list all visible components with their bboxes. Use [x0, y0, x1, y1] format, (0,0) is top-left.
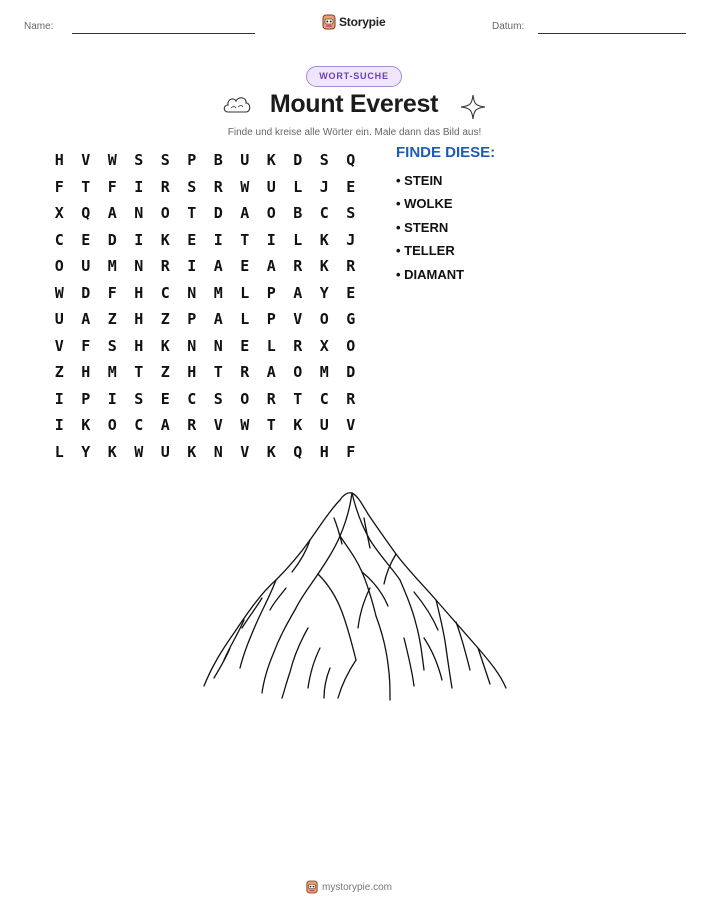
word-list-item: • TELLER [396, 243, 455, 259]
grid-letter[interactable]: X [319, 336, 329, 355]
grid-letter[interactable]: P [187, 151, 197, 170]
grid-letter[interactable]: S [213, 389, 223, 408]
grid-letter[interactable]: E [346, 177, 356, 196]
grid-letter[interactable]: Z [107, 310, 117, 329]
grid-letter[interactable]: B [293, 204, 303, 223]
grid-letter[interactable]: L [240, 310, 250, 329]
grid-letter[interactable]: A [293, 283, 303, 302]
grid-letter[interactable]: K [160, 230, 170, 249]
date-label: Datum: [492, 21, 525, 32]
grid-letter[interactable]: A [160, 416, 170, 435]
grid-letter[interactable]: K [160, 336, 170, 355]
grid-letter[interactable]: O [319, 310, 329, 329]
grid-letter[interactable]: Q [293, 442, 303, 461]
grid-letter[interactable]: C [160, 283, 170, 302]
grid-letter[interactable]: K [81, 416, 91, 435]
grid-letter[interactable]: S [107, 336, 117, 355]
grid-letter[interactable]: E [240, 336, 250, 355]
footer-url[interactable]: mystorypie.com [322, 881, 393, 893]
grid-letter[interactable]: M [213, 283, 223, 302]
grid-letter[interactable]: U [54, 310, 64, 329]
grid-letter[interactable]: R [266, 389, 276, 408]
grid-letter[interactable]: P [187, 310, 197, 329]
grid-letter[interactable]: N [213, 442, 223, 461]
find-heading: FINDE DIESE: [396, 144, 496, 161]
grid-letter[interactable]: I [266, 230, 276, 249]
grid-letter[interactable]: S [160, 151, 170, 170]
category-badge: WORT-SUCHE [306, 66, 402, 87]
grid-letter[interactable]: A [266, 363, 276, 382]
date-field-line [538, 33, 686, 34]
grid-letter[interactable]: D [213, 204, 223, 223]
grid-letter[interactable]: S [187, 177, 197, 196]
grid-letter[interactable]: O [107, 416, 117, 435]
grid-letter[interactable]: K [187, 442, 197, 461]
grid-letter[interactable]: Q [81, 204, 91, 223]
grid-letter[interactable]: T [81, 177, 91, 196]
grid-letter[interactable]: R [160, 177, 170, 196]
grid-letter[interactable]: C [187, 389, 197, 408]
grid-letter[interactable]: Q [346, 151, 356, 170]
grid-letter[interactable]: S [319, 151, 329, 170]
brand-name: Storypie [339, 15, 386, 29]
grid-letter[interactable]: C [54, 230, 64, 249]
cloud-icon [222, 93, 252, 117]
grid-letter[interactable]: A [266, 257, 276, 276]
grid-letter[interactable]: R [240, 363, 250, 382]
grid-letter[interactable]: A [240, 204, 250, 223]
grid-letter[interactable]: U [160, 442, 170, 461]
grid-letter[interactable]: Y [81, 442, 91, 461]
grid-letter[interactable]: I [187, 257, 197, 276]
grid-letter[interactable]: V [213, 416, 223, 435]
grid-letter[interactable]: R [160, 257, 170, 276]
grid-letter[interactable]: R [346, 257, 356, 276]
grid-letter[interactable]: K [319, 230, 329, 249]
grid-letter[interactable]: R [293, 257, 303, 276]
grid-letter[interactable]: H [54, 151, 64, 170]
grid-letter[interactable]: B [213, 151, 223, 170]
grid-letter[interactable]: I [213, 230, 223, 249]
grid-letter[interactable]: P [81, 389, 91, 408]
grid-letter[interactable]: T [134, 363, 144, 382]
grid-letter[interactable]: U [81, 257, 91, 276]
grid-letter[interactable]: E [187, 230, 197, 249]
storypie-mascot-icon [306, 880, 318, 894]
grid-letter[interactable]: C [319, 204, 329, 223]
word-list-item: • STERN [396, 219, 449, 235]
grid-letter[interactable]: O [160, 204, 170, 223]
grid-letter[interactable]: E [346, 283, 356, 302]
grid-letter[interactable]: G [346, 310, 356, 329]
grid-letter[interactable]: U [319, 416, 329, 435]
grid-letter[interactable]: E [160, 389, 170, 408]
name-field-line [72, 33, 255, 34]
grid-letter[interactable]: A [107, 204, 117, 223]
grid-letter[interactable]: W [134, 442, 144, 461]
grid-letter[interactable]: T [266, 416, 276, 435]
grid-letter[interactable]: S [346, 204, 356, 223]
grid-letter[interactable]: H [134, 283, 144, 302]
grid-letter[interactable]: K [107, 442, 117, 461]
grid-letter[interactable]: R [213, 177, 223, 196]
grid-letter[interactable]: C [319, 389, 329, 408]
grid-letter[interactable]: R [187, 416, 197, 435]
page-title: Mount Everest [269, 90, 439, 118]
grid-letter[interactable]: I [107, 389, 117, 408]
grid-letter[interactable]: K [293, 416, 303, 435]
grid-letter[interactable]: Z [54, 363, 64, 382]
grid-letter[interactable]: H [81, 363, 91, 382]
grid-letter[interactable]: I [134, 177, 144, 196]
grid-letter[interactable]: W [240, 416, 250, 435]
grid-letter[interactable]: V [81, 151, 91, 170]
brand-logo [322, 14, 385, 30]
grid-letter[interactable]: R [293, 336, 303, 355]
grid-letter[interactable]: W [107, 151, 117, 170]
grid-letter[interactable]: O [266, 204, 276, 223]
grid-letter[interactable]: U [266, 177, 276, 196]
grid-letter[interactable]: Z [160, 363, 170, 382]
grid-letter[interactable]: J [319, 177, 329, 196]
grid-letter[interactable]: F [107, 177, 117, 196]
grid-letter[interactable]: M [107, 363, 117, 382]
grid-letter[interactable]: D [81, 283, 91, 302]
word-list [396, 170, 464, 287]
grid-letter[interactable]: H [319, 442, 329, 461]
grid-letter[interactable]: V [346, 416, 356, 435]
grid-letter[interactable]: L [293, 177, 303, 196]
grid-letter[interactable]: D [107, 230, 117, 249]
grid-letter[interactable]: T [187, 204, 197, 223]
grid-letter[interactable]: T [240, 230, 250, 249]
grid-letter[interactable]: E [240, 257, 250, 276]
grid-letter[interactable]: N [187, 283, 197, 302]
grid-letter[interactable]: P [266, 283, 276, 302]
grid-letter[interactable]: V [293, 310, 303, 329]
grid-letter[interactable]: T [293, 389, 303, 408]
grid-letter[interactable]: H [134, 336, 144, 355]
grid-letter[interactable]: U [240, 151, 250, 170]
word-list-item: • DIAMANT [396, 266, 465, 282]
grid-letter[interactable]: O [346, 336, 356, 355]
grid-letter[interactable]: F [81, 336, 91, 355]
grid-letter[interactable]: W [240, 177, 250, 196]
word-list-item: • STEIN [396, 173, 443, 188]
grid-letter[interactable]: M [319, 363, 329, 382]
grid-letter[interactable]: Z [160, 310, 170, 329]
grid-letter[interactable]: I [54, 416, 64, 435]
grid-letter[interactable]: S [134, 151, 144, 170]
mountain-illustration [200, 488, 510, 703]
grid-letter[interactable]: M [107, 257, 117, 276]
grid-letter[interactable]: H [187, 363, 197, 382]
grid-letter[interactable]: F [54, 177, 64, 196]
grid-letter[interactable]: N [134, 257, 144, 276]
grid-letter[interactable]: V [54, 336, 64, 355]
grid-letter[interactable]: O [54, 257, 64, 276]
grid-letter[interactable]: O [293, 363, 303, 382]
grid-letter[interactable]: Y [319, 283, 329, 302]
grid-letter[interactable]: N [213, 336, 223, 355]
grid-letter[interactable]: L [54, 442, 64, 461]
grid-letter[interactable]: F [346, 442, 356, 461]
grid-letter[interactable]: K [266, 442, 276, 461]
grid-letter[interactable]: D [346, 363, 356, 382]
name-label: Name: [24, 21, 54, 32]
instructions: Finde und kreise alle Wörter ein. Male dann das Bild aus! [227, 127, 482, 138]
footer [306, 880, 392, 894]
grid-letter[interactable]: A [213, 257, 223, 276]
grid-letter[interactable]: X [54, 204, 64, 223]
grid-letter[interactable]: D [293, 151, 303, 170]
grid-letter[interactable]: S [134, 389, 144, 408]
grid-letter[interactable]: L [240, 283, 250, 302]
grid-letter[interactable]: N [134, 204, 144, 223]
storypie-mascot-icon [322, 14, 336, 30]
grid-letter[interactable]: C [134, 416, 144, 435]
grid-letter[interactable]: L [266, 336, 276, 355]
grid-letter[interactable]: R [346, 389, 356, 408]
grid-letter[interactable]: H [134, 310, 144, 329]
grid-letter[interactable]: K [266, 151, 276, 170]
grid-letter[interactable]: J [346, 230, 356, 249]
grid-letter[interactable]: L [293, 230, 303, 249]
grid-letter[interactable]: I [134, 230, 144, 249]
grid-letter[interactable]: P [266, 310, 276, 329]
word-search-grid[interactable] [46, 147, 364, 465]
grid-letter[interactable]: E [81, 230, 91, 249]
grid-letter[interactable]: F [107, 283, 117, 302]
grid-letter[interactable]: W [54, 283, 64, 302]
grid-letter[interactable]: T [213, 363, 223, 382]
grid-letter[interactable]: K [319, 257, 329, 276]
grid-letter[interactable]: V [240, 442, 250, 461]
grid-letter[interactable]: N [187, 336, 197, 355]
grid-letter[interactable]: A [213, 310, 223, 329]
sparkle-icon [460, 94, 486, 120]
grid-letter[interactable]: O [240, 389, 250, 408]
grid-letter[interactable]: I [54, 389, 64, 408]
grid-letter[interactable]: A [81, 310, 91, 329]
word-list-item: • WOLKE [396, 196, 453, 212]
